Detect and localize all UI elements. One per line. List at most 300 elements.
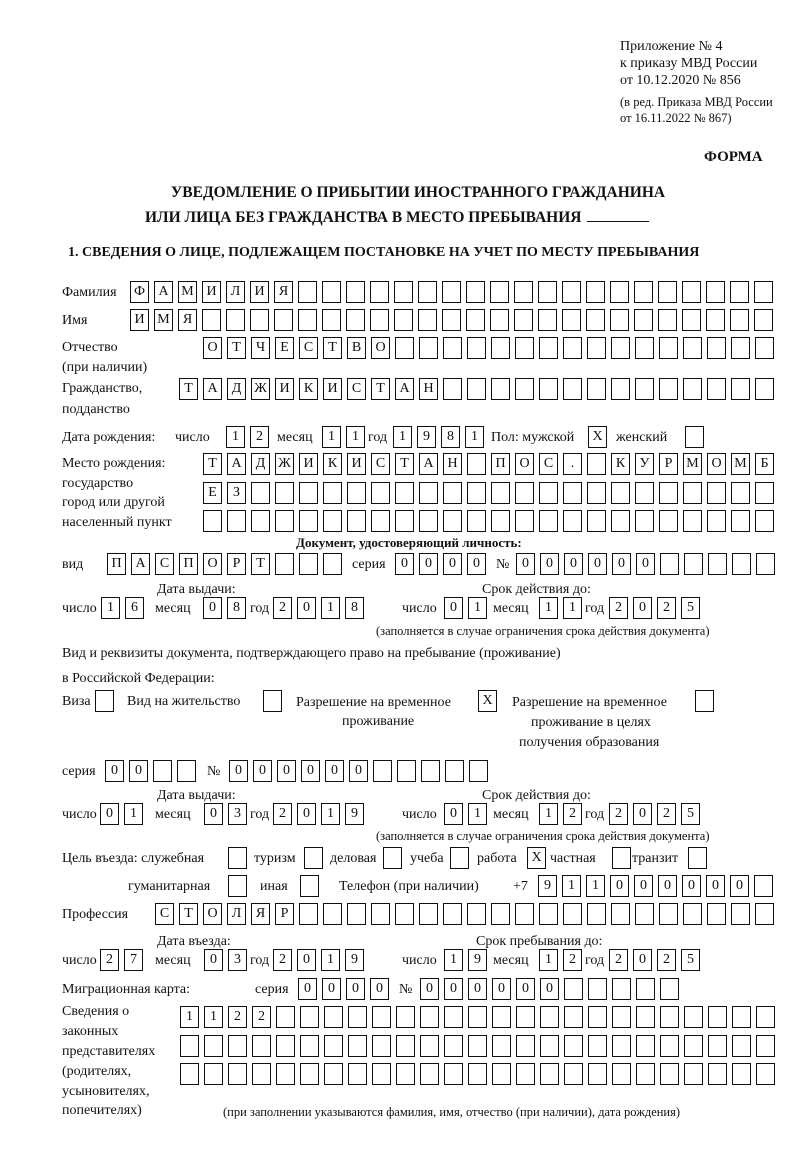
char-box[interactable] (659, 903, 678, 925)
residence-permit-checkbox[interactable] (263, 690, 287, 712)
char-box[interactable]: 8 (227, 597, 246, 619)
char-box[interactable] (634, 309, 653, 331)
char-box[interactable] (323, 510, 342, 532)
char-box[interactable]: К (323, 453, 342, 475)
char-box[interactable]: Ч (251, 337, 270, 359)
char-box[interactable] (276, 1035, 295, 1057)
char-box[interactable] (300, 1063, 319, 1085)
char-box[interactable]: О (707, 453, 726, 475)
char-box[interactable]: Р (275, 903, 294, 925)
char-box[interactable] (323, 553, 342, 575)
char-box[interactable] (587, 482, 606, 504)
char-box[interactable] (373, 760, 392, 782)
char-box[interactable] (346, 309, 365, 331)
char-box[interactable]: 0 (325, 760, 344, 782)
char-box[interactable] (420, 1006, 439, 1028)
char-box[interactable] (490, 281, 509, 303)
entry-month-field[interactable] (204, 949, 252, 971)
citizenship-field[interactable] (179, 378, 779, 400)
char-box[interactable] (491, 903, 510, 925)
char-box[interactable] (252, 1063, 271, 1085)
char-box[interactable] (563, 378, 582, 400)
char-box[interactable] (180, 1063, 199, 1085)
char-box[interactable] (467, 337, 486, 359)
char-box[interactable] (299, 482, 318, 504)
char-box[interactable] (228, 1063, 247, 1085)
char-box[interactable]: 1 (101, 597, 120, 619)
char-box[interactable] (756, 1006, 775, 1028)
char-box[interactable] (610, 309, 629, 331)
char-box[interactable] (443, 903, 462, 925)
char-box[interactable]: О (371, 337, 390, 359)
char-box[interactable] (660, 1063, 679, 1085)
phone-field[interactable] (538, 875, 778, 897)
char-box[interactable] (371, 482, 390, 504)
char-box[interactable]: 0 (730, 875, 749, 897)
char-box[interactable] (564, 1006, 583, 1028)
char-box[interactable] (539, 482, 558, 504)
char-box[interactable]: Т (323, 337, 342, 359)
char-box[interactable]: 9 (417, 426, 436, 448)
char-box[interactable] (395, 510, 414, 532)
char-box[interactable] (383, 847, 402, 869)
char-box[interactable] (395, 482, 414, 504)
char-box[interactable] (466, 281, 485, 303)
char-box[interactable] (516, 1063, 535, 1085)
char-box[interactable] (467, 453, 486, 475)
char-box[interactable] (396, 1006, 415, 1028)
char-box[interactable] (707, 378, 726, 400)
char-box[interactable] (443, 482, 462, 504)
char-box[interactable]: М (731, 453, 750, 475)
char-box[interactable] (394, 309, 413, 331)
char-box[interactable]: 1 (468, 803, 487, 825)
char-box[interactable] (707, 337, 726, 359)
sex-female-checkbox[interactable] (685, 426, 709, 448)
char-box[interactable]: 1 (444, 949, 463, 971)
stay-issue-month-field[interactable] (204, 803, 252, 825)
char-box[interactable] (348, 1006, 367, 1028)
char-box[interactable]: О (203, 553, 222, 575)
char-box[interactable] (688, 847, 707, 869)
char-box[interactable] (756, 1063, 775, 1085)
char-box[interactable] (300, 1006, 319, 1028)
char-box[interactable] (443, 337, 462, 359)
char-box[interactable] (612, 1063, 631, 1085)
char-box[interactable] (706, 281, 725, 303)
char-box[interactable] (304, 847, 323, 869)
entry-day-field[interactable] (100, 949, 148, 971)
char-box[interactable] (263, 690, 282, 712)
char-box[interactable]: 0 (253, 760, 272, 782)
char-box[interactable] (276, 1006, 295, 1028)
stay-issue-day-field[interactable] (100, 803, 148, 825)
char-box[interactable]: 2 (657, 597, 676, 619)
migration-number-field[interactable] (420, 978, 684, 1000)
char-box[interactable]: Р (227, 553, 246, 575)
char-box[interactable] (730, 281, 749, 303)
char-box[interactable]: 5 (681, 803, 700, 825)
char-box[interactable]: 1 (321, 597, 340, 619)
char-box[interactable] (706, 309, 725, 331)
char-box[interactable] (588, 1035, 607, 1057)
id-issue-month-field[interactable] (203, 597, 251, 619)
char-box[interactable] (324, 1063, 343, 1085)
purpose-transit-checkbox[interactable] (688, 847, 712, 869)
visa-checkbox[interactable] (95, 690, 119, 712)
char-box[interactable]: С (347, 378, 366, 400)
birthplace-field-3[interactable] (203, 510, 779, 532)
char-box[interactable]: 0 (634, 875, 653, 897)
char-box[interactable] (323, 903, 342, 925)
char-box[interactable]: П (491, 453, 510, 475)
char-box[interactable]: 0 (420, 978, 439, 1000)
char-box[interactable]: Д (227, 378, 246, 400)
char-box[interactable]: А (419, 453, 438, 475)
char-box[interactable] (468, 1006, 487, 1028)
edu-residence-checkbox[interactable] (695, 690, 719, 712)
char-box[interactable]: Я (251, 903, 270, 925)
migration-series-field[interactable] (298, 978, 394, 1000)
char-box[interactable] (586, 281, 605, 303)
char-box[interactable]: М (683, 453, 702, 475)
char-box[interactable]: X (527, 847, 546, 869)
char-box[interactable]: А (227, 453, 246, 475)
char-box[interactable] (755, 337, 774, 359)
char-box[interactable] (564, 978, 583, 1000)
char-box[interactable] (540, 1063, 559, 1085)
char-box[interactable] (347, 510, 366, 532)
char-box[interactable] (372, 1035, 391, 1057)
char-box[interactable]: 1 (204, 1006, 223, 1028)
char-box[interactable] (252, 1035, 271, 1057)
representatives-field-2[interactable] (180, 1035, 780, 1057)
stay-issue-year-field[interactable] (273, 803, 369, 825)
char-box[interactable] (324, 1006, 343, 1028)
purpose-other-checkbox[interactable] (300, 875, 324, 897)
char-box[interactable] (180, 1035, 199, 1057)
char-box[interactable]: И (202, 281, 221, 303)
char-box[interactable] (372, 1006, 391, 1028)
char-box[interactable]: И (323, 378, 342, 400)
char-box[interactable] (418, 309, 437, 331)
id-series-field[interactable] (395, 553, 491, 575)
char-box[interactable] (515, 903, 534, 925)
char-box[interactable] (588, 1006, 607, 1028)
char-box[interactable] (659, 337, 678, 359)
char-box[interactable]: И (347, 453, 366, 475)
char-box[interactable]: 0 (612, 553, 631, 575)
char-box[interactable]: 1 (321, 803, 340, 825)
char-box[interactable]: 2 (100, 949, 119, 971)
char-box[interactable]: X (588, 426, 607, 448)
char-box[interactable] (515, 337, 534, 359)
char-box[interactable]: 0 (633, 949, 652, 971)
char-box[interactable]: 9 (538, 875, 557, 897)
char-box[interactable] (659, 378, 678, 400)
char-box[interactable] (587, 378, 606, 400)
char-box[interactable]: 1 (346, 426, 365, 448)
char-box[interactable]: 0 (516, 553, 535, 575)
char-box[interactable]: У (635, 453, 654, 475)
char-box[interactable] (684, 1063, 703, 1085)
char-box[interactable]: 1 (562, 875, 581, 897)
id-valid-day-field[interactable] (444, 597, 492, 619)
char-box[interactable] (466, 309, 485, 331)
sex-male-checkbox[interactable] (588, 426, 612, 448)
purpose-tourism-checkbox[interactable] (304, 847, 328, 869)
char-box[interactable]: Е (203, 482, 222, 504)
birth-year-field[interactable] (393, 426, 489, 448)
char-box[interactable]: Е (275, 337, 294, 359)
char-box[interactable] (683, 378, 702, 400)
char-box[interactable]: 1 (539, 597, 558, 619)
char-box[interactable] (683, 510, 702, 532)
char-box[interactable] (732, 553, 751, 575)
char-box[interactable] (299, 553, 318, 575)
char-box[interactable]: 0 (203, 597, 222, 619)
char-box[interactable]: Д (251, 453, 270, 475)
stay-valid-year-field[interactable] (609, 803, 705, 825)
char-box[interactable] (612, 1006, 631, 1028)
char-box[interactable] (707, 903, 726, 925)
char-box[interactable] (685, 426, 704, 448)
char-box[interactable] (445, 760, 464, 782)
char-box[interactable] (492, 1063, 511, 1085)
char-box[interactable]: 0 (444, 978, 463, 1000)
char-box[interactable]: Т (227, 337, 246, 359)
char-box[interactable] (732, 1006, 751, 1028)
char-box[interactable] (203, 510, 222, 532)
char-box[interactable] (418, 281, 437, 303)
char-box[interactable] (299, 510, 318, 532)
char-box[interactable] (731, 337, 750, 359)
char-box[interactable] (227, 510, 246, 532)
char-box[interactable] (515, 482, 534, 504)
char-box[interactable]: 0 (349, 760, 368, 782)
char-box[interactable] (539, 510, 558, 532)
char-box[interactable]: 0 (492, 978, 511, 1000)
char-box[interactable] (683, 482, 702, 504)
char-box[interactable]: Т (395, 453, 414, 475)
char-box[interactable]: 1 (322, 426, 341, 448)
char-box[interactable] (730, 309, 749, 331)
char-box[interactable] (419, 510, 438, 532)
char-box[interactable]: 0 (540, 978, 559, 1000)
char-box[interactable] (490, 309, 509, 331)
char-box[interactable]: И (275, 378, 294, 400)
char-box[interactable]: 0 (610, 875, 629, 897)
char-box[interactable] (635, 482, 654, 504)
char-box[interactable]: 0 (204, 949, 223, 971)
char-box[interactable] (468, 1035, 487, 1057)
char-box[interactable] (683, 337, 702, 359)
char-box[interactable]: 0 (100, 803, 119, 825)
char-box[interactable] (443, 510, 462, 532)
char-box[interactable] (468, 1063, 487, 1085)
char-box[interactable] (658, 309, 677, 331)
char-box[interactable] (695, 690, 714, 712)
char-box[interactable] (707, 482, 726, 504)
char-box[interactable] (514, 309, 533, 331)
char-box[interactable] (442, 281, 461, 303)
char-box[interactable] (492, 1035, 511, 1057)
char-box[interactable]: 1 (393, 426, 412, 448)
char-box[interactable]: 0 (105, 760, 124, 782)
char-box[interactable] (756, 553, 775, 575)
char-box[interactable] (755, 482, 774, 504)
char-box[interactable]: А (395, 378, 414, 400)
char-box[interactable] (539, 903, 558, 925)
char-box[interactable] (682, 281, 701, 303)
char-box[interactable] (635, 903, 654, 925)
char-box[interactable] (636, 1006, 655, 1028)
char-box[interactable] (420, 1035, 439, 1057)
char-box[interactable] (371, 903, 390, 925)
char-box[interactable] (515, 378, 534, 400)
char-box[interactable]: Ж (275, 453, 294, 475)
char-box[interactable] (635, 337, 654, 359)
char-box[interactable]: 3 (228, 803, 247, 825)
char-box[interactable] (346, 281, 365, 303)
char-box[interactable] (491, 482, 510, 504)
char-box[interactable]: 0 (636, 553, 655, 575)
char-box[interactable]: 0 (564, 553, 583, 575)
char-box[interactable]: А (154, 281, 173, 303)
char-box[interactable] (659, 510, 678, 532)
char-box[interactable] (636, 978, 655, 1000)
char-box[interactable] (564, 1035, 583, 1057)
name-field[interactable] (130, 309, 778, 331)
char-box[interactable] (562, 281, 581, 303)
char-box[interactable] (539, 378, 558, 400)
char-box[interactable]: Б (755, 453, 774, 475)
char-box[interactable] (275, 482, 294, 504)
char-box[interactable]: 9 (345, 803, 364, 825)
purpose-study-checkbox[interactable] (450, 847, 474, 869)
char-box[interactable]: 1 (465, 426, 484, 448)
char-box[interactable]: 2 (657, 949, 676, 971)
representatives-field-3[interactable] (180, 1063, 780, 1085)
char-box[interactable] (755, 378, 774, 400)
char-box[interactable]: И (130, 309, 149, 331)
char-box[interactable] (635, 510, 654, 532)
char-box[interactable] (444, 1063, 463, 1085)
char-box[interactable]: 0 (516, 978, 535, 1000)
char-box[interactable] (204, 1035, 223, 1057)
stay-series-field[interactable] (105, 760, 201, 782)
char-box[interactable]: С (155, 553, 174, 575)
char-box[interactable]: 3 (228, 949, 247, 971)
char-box[interactable] (587, 510, 606, 532)
char-box[interactable] (754, 281, 773, 303)
char-box[interactable] (682, 309, 701, 331)
stay-number-field[interactable] (229, 760, 493, 782)
char-box[interactable] (347, 482, 366, 504)
char-box[interactable] (754, 875, 773, 897)
char-box[interactable] (514, 281, 533, 303)
representatives-field-1[interactable] (180, 1006, 780, 1028)
char-box[interactable] (660, 1006, 679, 1028)
char-box[interactable]: 1 (539, 803, 558, 825)
char-box[interactable] (370, 309, 389, 331)
char-box[interactable] (612, 847, 631, 869)
char-box[interactable] (347, 903, 366, 925)
char-box[interactable]: 2 (609, 597, 628, 619)
char-box[interactable]: 1 (226, 426, 245, 448)
char-box[interactable] (732, 1063, 751, 1085)
char-box[interactable]: 0 (444, 803, 463, 825)
char-box[interactable] (396, 1063, 415, 1085)
char-box[interactable]: 2 (563, 949, 582, 971)
char-box[interactable] (708, 1035, 727, 1057)
char-box[interactable]: 0 (588, 553, 607, 575)
char-box[interactable] (95, 690, 114, 712)
id-valid-month-field[interactable] (539, 597, 587, 619)
char-box[interactable] (299, 903, 318, 925)
char-box[interactable]: Р (659, 453, 678, 475)
char-box[interactable]: 0 (419, 553, 438, 575)
char-box[interactable] (635, 378, 654, 400)
char-box[interactable] (563, 510, 582, 532)
char-box[interactable] (348, 1063, 367, 1085)
char-box[interactable]: С (299, 337, 318, 359)
id-valid-year-field[interactable] (609, 597, 705, 619)
char-box[interactable]: 0 (443, 553, 462, 575)
char-box[interactable] (587, 337, 606, 359)
char-box[interactable] (564, 1063, 583, 1085)
birth-month-field[interactable] (322, 426, 370, 448)
char-box[interactable]: С (155, 903, 174, 925)
birthplace-field-2[interactable] (203, 482, 779, 504)
char-box[interactable]: К (611, 453, 630, 475)
char-box[interactable] (588, 978, 607, 1000)
char-box[interactable]: 1 (563, 597, 582, 619)
char-box[interactable] (612, 1035, 631, 1057)
char-box[interactable]: И (299, 453, 318, 475)
char-box[interactable] (276, 1063, 295, 1085)
char-box[interactable] (492, 1006, 511, 1028)
char-box[interactable]: 2 (273, 597, 292, 619)
char-box[interactable] (397, 760, 416, 782)
char-box[interactable]: С (539, 453, 558, 475)
purpose-humanitarian-checkbox[interactable] (228, 875, 252, 897)
char-box[interactable]: П (179, 553, 198, 575)
char-box[interactable]: А (131, 553, 150, 575)
char-box[interactable]: X (478, 690, 497, 712)
char-box[interactable] (588, 1063, 607, 1085)
char-box[interactable] (443, 378, 462, 400)
char-box[interactable] (586, 309, 605, 331)
char-box[interactable] (611, 482, 630, 504)
char-box[interactable] (684, 1035, 703, 1057)
char-box[interactable]: 0 (229, 760, 248, 782)
char-box[interactable] (370, 281, 389, 303)
char-box[interactable] (250, 309, 269, 331)
char-box[interactable]: 0 (298, 978, 317, 1000)
char-box[interactable] (469, 760, 488, 782)
char-box[interactable]: 0 (682, 875, 701, 897)
char-box[interactable]: 0 (658, 875, 677, 897)
char-box[interactable]: 0 (346, 978, 365, 1000)
char-box[interactable] (371, 510, 390, 532)
char-box[interactable] (563, 482, 582, 504)
purpose-work-checkbox[interactable] (527, 847, 551, 869)
char-box[interactable] (251, 482, 270, 504)
char-box[interactable]: О (203, 903, 222, 925)
char-box[interactable]: Я (178, 309, 197, 331)
char-box[interactable]: 0 (633, 597, 652, 619)
